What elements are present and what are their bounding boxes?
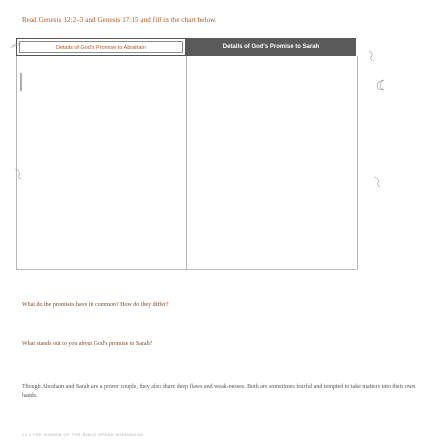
body-paragraph: Though Abraham and Sarah are a power couple, they also share deep flaws and weak-nesses. Both are sometimes fearful and tempted to take matters into their own hands. bbox=[22, 384, 416, 399]
question-1: What do the promises have in common? How do they differ? bbox=[22, 302, 169, 308]
chart-header bbox=[16, 38, 356, 56]
curl-icon bbox=[372, 176, 382, 188]
header-sarah: Details of God's Promise to Sarah bbox=[186, 38, 356, 56]
header-abraham bbox=[16, 38, 186, 56]
chart-bottom-rule bbox=[16, 269, 356, 270]
question-2: What stands out to you about God's promise to Sarah? bbox=[22, 341, 153, 347]
sarah-answer-cell[interactable] bbox=[186, 56, 358, 270]
stem-icon bbox=[18, 72, 24, 92]
page-footer: 12 • THE WOMEN OF THE BIBLE SPEAK WORKBOOK bbox=[22, 432, 144, 437]
swirl-icon bbox=[14, 168, 22, 180]
header-abraham-label: Details of God's Promise to Abraham bbox=[19, 41, 183, 53]
wave-icon bbox=[368, 50, 376, 62]
instruction-text: Read Genesis 12:2–3 and Genesis 17:15 and fill in the chart below. bbox=[22, 16, 217, 24]
crescent-icon bbox=[374, 78, 388, 92]
leaf-icon bbox=[10, 40, 22, 50]
promise-chart bbox=[16, 38, 356, 270]
abraham-answer-cell[interactable] bbox=[16, 56, 187, 270]
